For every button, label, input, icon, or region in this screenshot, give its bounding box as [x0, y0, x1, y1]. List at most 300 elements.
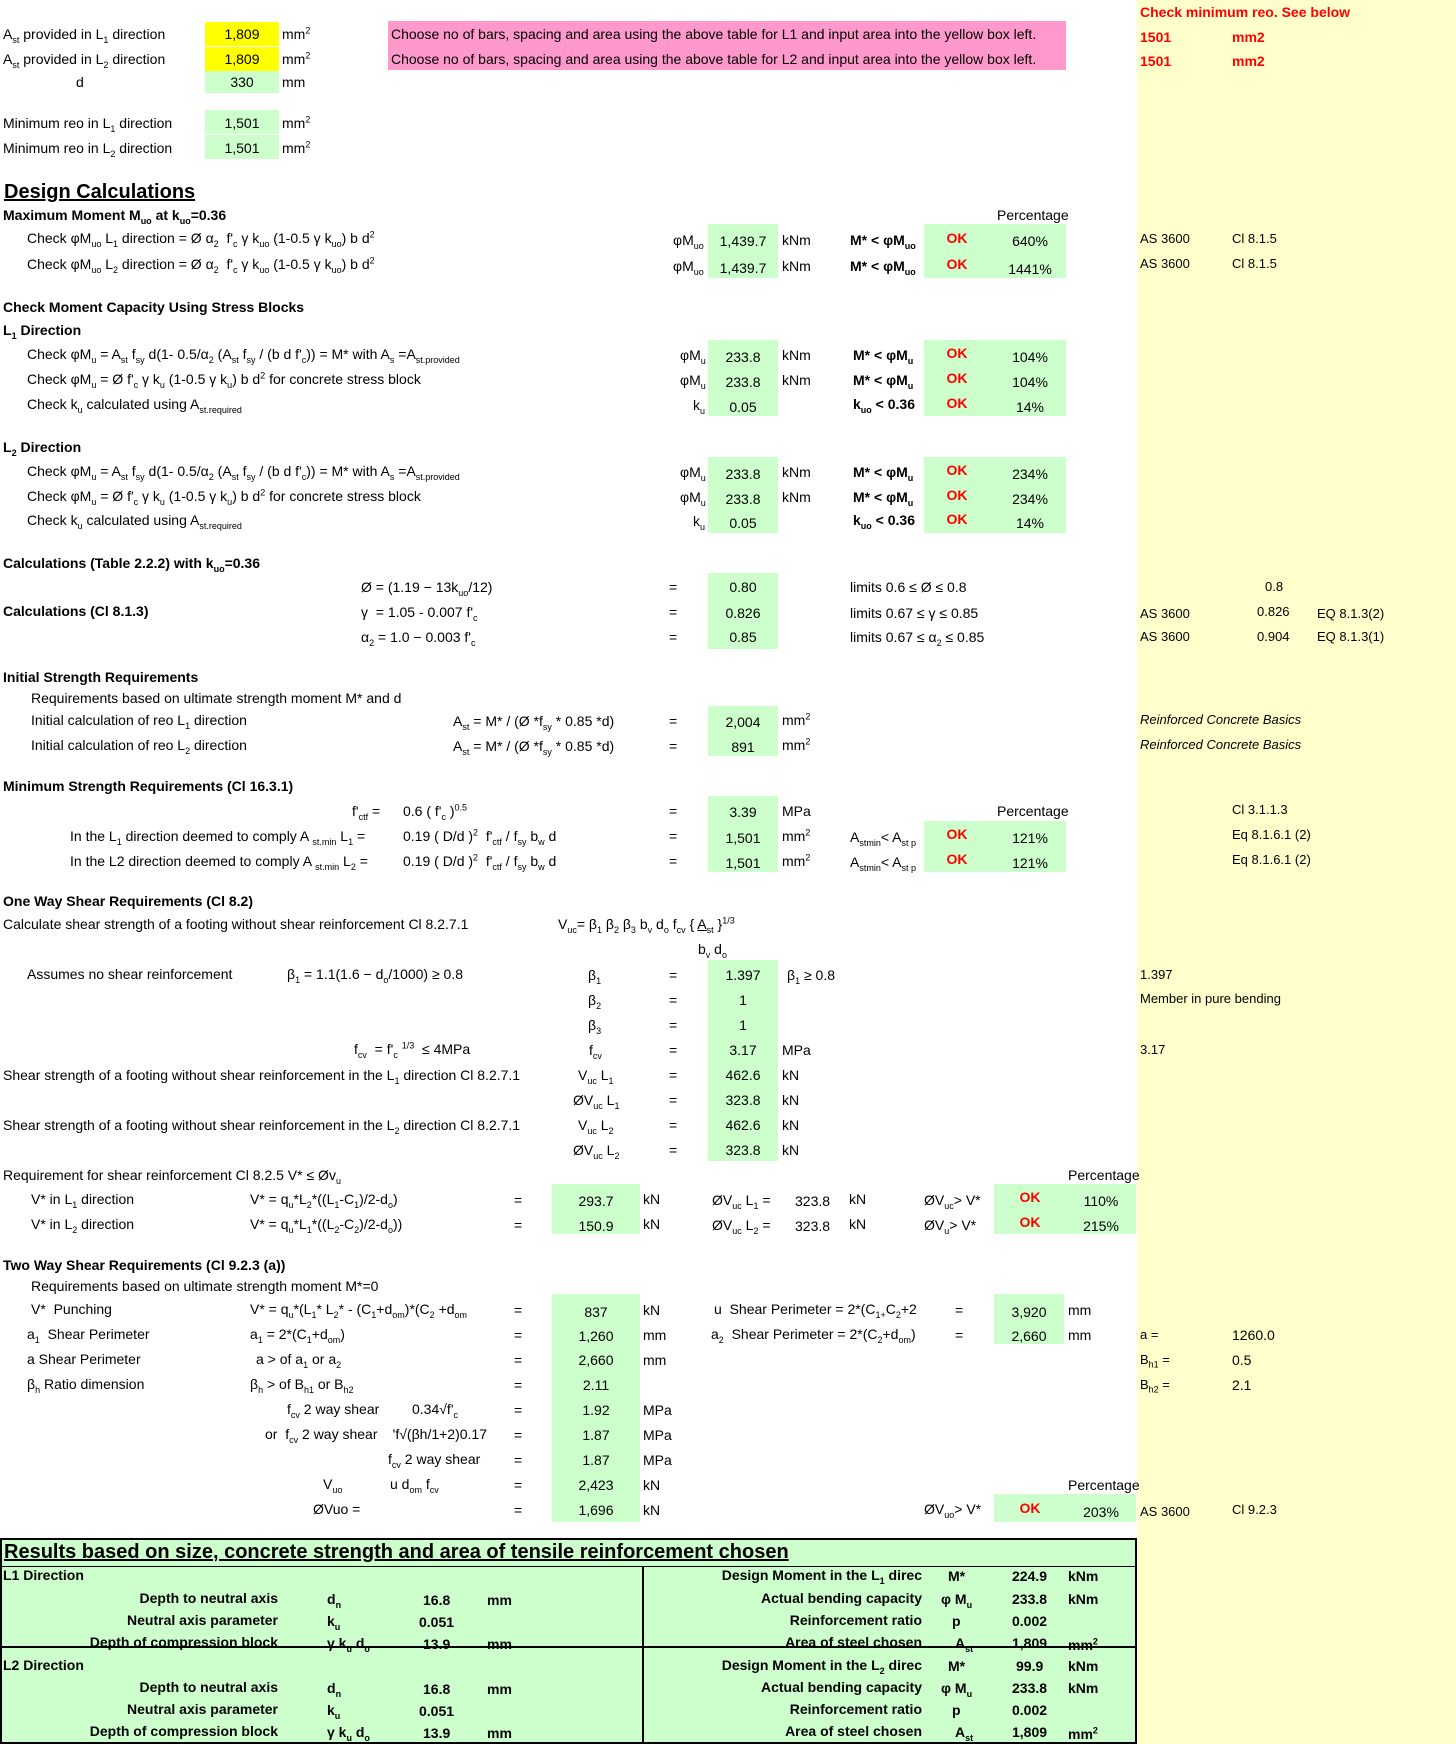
check-ku-label: Check $k_u$ calculated using $A_{st.required}$: [27, 512, 242, 531]
as-label: Area of steel chosen: [785, 1723, 922, 1739]
min-strength-heading: Minimum Strength Requirements (Cl 16.3.1): [3, 778, 294, 794]
bh-label: $\beta_h$ Ratio dimension: [27, 1376, 145, 1395]
percentage-heading: Percentage: [1068, 1477, 1140, 1493]
vuo-value: 2,423: [578, 1477, 614, 1493]
a-value: 2,660: [578, 1352, 614, 1368]
unit-knm: kNm: [782, 372, 811, 388]
min-l1-label: In the $L_1$ direction deemed to comply A $_{st.min}$ $L_1$ =: [70, 828, 366, 847]
dn-label: Depth to neutral axis: [139, 1590, 278, 1606]
unit-kn: kN: [782, 1067, 800, 1083]
dn-value: 16.8: [423, 1681, 451, 1697]
phiv-l2-value: 323.8: [795, 1218, 831, 1234]
ku-value: 0.051: [419, 1614, 455, 1630]
pct: 203%: [1083, 1504, 1119, 1520]
moment-capacity-heading: Check Moment Capacity Using Stress Blocks: [3, 299, 305, 315]
condition-muo: $M* < \varphi M_{uo}$: [850, 232, 916, 251]
vuc-l1-value: 462.6: [725, 1067, 761, 1083]
pct: 215%: [1083, 1218, 1119, 1234]
as-symbol: $A_{st}$: [955, 1724, 974, 1743]
equals: =: [669, 1017, 678, 1033]
unit-mm2: $mm^2$: [282, 50, 311, 67]
f1-value: 1.92: [582, 1402, 610, 1418]
gamma-formula: γ = 1.05 - 0.007 $f'_c$: [361, 604, 478, 623]
gamma-value: 0.826: [725, 605, 761, 621]
vuo-label: $V_{uo}$: [323, 1476, 343, 1495]
ref-cl815: Cl 8.1.5: [1232, 231, 1277, 246]
equals: =: [514, 1377, 523, 1393]
condition-mu: $M* < \varphi M_u$: [853, 372, 914, 391]
pct: 104%: [1012, 349, 1048, 365]
as-value: 1,809: [1012, 1724, 1048, 1740]
equals: =: [669, 1117, 678, 1133]
vstar-l1-label: V* in $L_1$ direction: [31, 1191, 135, 1210]
f1-label: $f_{cv}$ 2 way shear: [287, 1401, 380, 1420]
dm-symbol: M*: [948, 1658, 966, 1674]
unit-mm: mm: [487, 1592, 512, 1608]
phimu-symbol: $\varphi M_u$: [680, 372, 706, 391]
dc-symbol: γ $k_u$ $d_o$: [327, 1724, 370, 1743]
instruction-note-l1: Choose no of bars, spacing and area using the above table for L1 and input area into the yellow box left.: [391, 26, 1037, 42]
abc-symbol: φ $M_u$: [941, 1591, 973, 1610]
ok-badge: OK: [946, 851, 968, 867]
check-min-reo-note: Check minimum reo. See below: [1140, 4, 1351, 20]
rr-symbol: p: [952, 1613, 961, 1629]
dc-label: Depth of compression block: [89, 1634, 278, 1650]
eq-alpha: EQ 8.1.3(1): [1317, 629, 1385, 644]
a-label: a Shear Perimeter: [27, 1351, 141, 1367]
vstar-l2-formula: $V* = q_u*L_1*((L_2-C_2)/2-d_o)$): [250, 1216, 403, 1235]
vuc-denominator: $b_v$ $d_o$: [698, 941, 727, 960]
equals: =: [514, 1352, 523, 1368]
side-alpha: 0.904: [1257, 629, 1290, 644]
rr-value: 0.002: [1012, 1702, 1048, 1718]
ku-symbol: $k_u$: [693, 397, 706, 416]
minreo-l2-value: 1,501: [224, 140, 260, 156]
unit-mm: mm: [643, 1327, 667, 1343]
phivuo-label: ØVuo =: [313, 1501, 361, 1517]
condition-muo: $M* < \varphi M_{uo}$: [850, 258, 916, 277]
cond-vuo: $ØV_{uo}> V*$: [924, 1501, 982, 1520]
initial-formula: $A_{st} = M*$ / (Ø $*f_{sy} * 0.85$ *d): [453, 738, 615, 757]
check-min-value-2: 1501: [1140, 53, 1172, 69]
side-bh1-value: 0.5: [1232, 1352, 1252, 1368]
unit-mpa: MPa: [782, 1042, 811, 1058]
equals: =: [669, 828, 678, 844]
equals: =: [514, 1502, 523, 1518]
unit-knm: kNm: [782, 464, 811, 480]
unit-kn: kN: [782, 1117, 800, 1133]
as-value: 1,809: [1012, 1635, 1048, 1651]
equals: =: [669, 1092, 678, 1108]
a2-value: 2,660: [1011, 1328, 1047, 1344]
condition-mu: $M* < \varphi M_u$: [853, 347, 914, 366]
unit-mm: mm: [643, 1352, 667, 1368]
ref-cl923: Cl 9.2.3: [1232, 1502, 1277, 1517]
unit-kn: kN: [643, 1502, 661, 1518]
vstar-l1-value: 293.7: [578, 1193, 614, 1209]
unit-mm2: $mm^2$: [1068, 1636, 1098, 1653]
ast-l2-input[interactable]: 1,809: [224, 51, 260, 67]
fctf-formula: 0.6 ( $f'_c$ )$^{0.5}$: [403, 802, 468, 822]
instruction-note-l2: Choose no of bars, spacing and area using the above table for L2 and input area into the yellow box left.: [391, 51, 1037, 67]
dc-value: 13.9: [423, 1636, 451, 1652]
unit-kn: kN: [643, 1216, 661, 1232]
initial-strength-heading: Initial Strength Requirements: [3, 669, 199, 685]
unit-kn: kN: [643, 1477, 661, 1493]
phimuo-l2-value: 1,439.7: [719, 260, 767, 276]
cond-astmin: $A_{stmin}< A_{st p}$: [850, 829, 917, 848]
unit-mm: mm: [487, 1681, 512, 1697]
punch-value: 837: [584, 1304, 608, 1320]
equals: =: [955, 1327, 964, 1343]
condition-mu: $M* < \varphi M_u$: [853, 489, 914, 508]
assumes-no-shear: Assumes no shear reinforcement: [27, 966, 233, 982]
unit-mm: mm: [282, 74, 306, 90]
beta3-value: 1: [739, 1017, 747, 1033]
min-l2-label: In the L2 direction deemed to comply A $_{st.min}$ $L_2$ =: [70, 853, 368, 872]
f1-formula: $0.34√f'_c$: [412, 1401, 458, 1420]
bh-value: 2.11: [582, 1377, 610, 1393]
alpha-formula: $\alpha_2 = 1.0 - 0.003$ $f'_c$: [361, 629, 476, 648]
ok-badge: OK: [946, 487, 968, 503]
equals: =: [669, 803, 678, 819]
dn-value: 16.8: [423, 1592, 451, 1608]
pct: 104%: [1012, 374, 1048, 390]
phivuc-l1-value: 323.8: [725, 1092, 761, 1108]
ku-symbol: $k_u$: [327, 1702, 341, 1721]
unit-kn: kN: [643, 1302, 661, 1318]
unit-knm: kNm: [1068, 1591, 1099, 1607]
ok-badge: OK: [946, 230, 968, 246]
phimu-symbol: $\varphi M_u$: [680, 347, 706, 366]
unit-mm2: $mm^2$: [782, 711, 811, 728]
pct: 14%: [1015, 515, 1045, 531]
rr-label: Reinforcement ratio: [789, 1612, 922, 1628]
ok-badge: OK: [946, 345, 968, 361]
ast-l1-label: $A_{st}$ provided in $L_1$ direction: [3, 26, 166, 45]
phimu-l2-value: 233.8: [725, 466, 761, 482]
u-value: 3,920: [1011, 1304, 1047, 1320]
dn-symbol: $d_n$: [327, 1591, 342, 1610]
phimu-symbol: $\varphi M_u$: [680, 464, 706, 483]
unit-kn: kN: [849, 1216, 867, 1232]
equals: =: [514, 1452, 523, 1468]
ok-badge: OK: [946, 395, 968, 411]
twoway-shear-sub: Requirements based on ultimate strength moment M*=0: [31, 1278, 379, 1294]
minreo-l1-label: Minimum reo in $L_1$ direction: [3, 115, 173, 134]
phimu-l1-value: 233.8: [725, 349, 761, 365]
ok-badge: OK: [1019, 1189, 1041, 1205]
beta1-formula: $\beta_1 = 1.1(1.6 - d_o/1000) \ge 0.8$: [287, 966, 464, 985]
cond-vuc: $ØV_{uc}> V*$: [924, 1192, 981, 1211]
cond-astmin: $A_{stmin}< A_{st p}$: [850, 854, 917, 873]
phivuc-l1-symbol: $ØV_{uc}$ $L_1$: [573, 1092, 620, 1111]
oneway-shear-heading: One Way Shear Requirements (Cl 8.2): [3, 893, 253, 909]
bh-formula: $\beta_h$ > of $B_{h1}$ or $B_{h2}$: [250, 1376, 354, 1395]
equals: =: [669, 738, 678, 754]
ok-badge: OK: [946, 256, 968, 272]
f2-value: 1.87: [582, 1427, 610, 1443]
ku-label: Neutral axis parameter: [127, 1701, 278, 1717]
f3-label: $f_{cv}$ 2 way shear: [388, 1451, 481, 1470]
percentage-heading: Percentage: [997, 803, 1069, 819]
vuc-l2-value: 462.6: [725, 1117, 761, 1133]
phiv-l1-value: 323.8: [795, 1193, 831, 1209]
beta2-symbol: $\beta_2$: [588, 992, 602, 1011]
phi-value: 0.80: [729, 579, 757, 595]
phimu-symbol: $\varphi M_u$: [680, 489, 706, 508]
unit-mm: mm: [1068, 1327, 1092, 1343]
gamma-limits: limits 0.67 ≤ γ ≤ 0.85: [850, 605, 979, 621]
phivuc-l1-label: $ØV_{uc}$ $L_1$ =: [712, 1192, 771, 1211]
equals: =: [669, 992, 678, 1008]
unit-knm: kNm: [1068, 1658, 1099, 1674]
beta1-symbol: $\beta_1$: [588, 967, 602, 986]
unit-knm: kNm: [782, 347, 811, 363]
pct: 110%: [1083, 1193, 1119, 1209]
a2-perimeter-label: $a_2$ Shear Perimeter = $2*(C_2+d_{om})$: [711, 1326, 916, 1345]
equals: =: [669, 967, 678, 983]
unit-kn: kN: [643, 1191, 661, 1207]
rr-value: 0.002: [1012, 1613, 1048, 1629]
percentage-heading: Percentage: [1068, 1167, 1140, 1183]
dm-l2-value: 99.9: [1016, 1658, 1044, 1674]
ok-badge: OK: [946, 462, 968, 478]
side-fcv: 3.17: [1140, 1042, 1166, 1057]
ok-badge: OK: [946, 370, 968, 386]
equals: =: [669, 853, 678, 869]
initial-l2-value: 891: [731, 739, 755, 755]
check-min-unit-2: mm2: [1232, 53, 1265, 69]
ku-value: 0.051: [419, 1703, 455, 1719]
vuo-formula: u $d_{om}$ $f_{cv}$: [390, 1476, 439, 1495]
pct: 234%: [1012, 491, 1048, 507]
dc-label: Depth of compression block: [89, 1723, 278, 1739]
a1-value: 1,260: [578, 1328, 614, 1344]
abc-symbol: φ $M_u$: [941, 1680, 973, 1699]
initial-strength-sub: Requirements based on ultimate strength moment M* and d: [31, 690, 402, 706]
side-pure-bending: Member in pure bending: [1140, 991, 1281, 1006]
unit-mm2: $mm^2$: [282, 139, 311, 156]
check-ku-label: Check $k_u$ calculated using $A_{st.required}$: [27, 396, 242, 415]
unit-kn: kN: [782, 1092, 800, 1108]
punching-label: V* Punching: [31, 1301, 112, 1317]
condition-mu: $M* < \varphi M_u$: [853, 464, 914, 483]
unit-mpa: MPa: [643, 1427, 672, 1443]
equals: =: [669, 579, 678, 595]
fcv-symbol: $f_{cv}$: [589, 1042, 602, 1061]
phimuo-symbol: $\varphi M_{uo}$: [673, 258, 704, 277]
results-title: Results based on size, concrete strength and area of tensile reinforcement chosen: [4, 1541, 789, 1563]
unit-knm: kNm: [782, 489, 811, 505]
a1-formula: $a_1 = 2*(C_1+d_{om})$: [250, 1326, 345, 1345]
condition-kuo: $k_{uo} < 0.36$: [853, 396, 915, 415]
fcv-formula: $f_{cv} = f'_c$ $^{1/3}$ ≤ 4MPa: [354, 1040, 471, 1060]
alpha-value: 0.85: [729, 629, 757, 645]
check-mu-formula-1: Check $\varphi M_u = A_{st}$ $f_{sy}$ d(1- $0.5/\alpha_2$ ($A_{st}$ $f_{sy} / (b$ d $f'_c)) = M*$ with $A_s =A_{st.provided}$: [27, 463, 460, 482]
beta1-condition: $\beta_1 \ge 0.8$: [787, 967, 836, 986]
ref-as3600: AS 3600: [1140, 606, 1190, 621]
unit-mm: mm: [487, 1725, 512, 1741]
f2-formula: 0.17(1+2/βh)√f': [392, 1426, 487, 1442]
equals: =: [669, 1042, 678, 1058]
dc-symbol: γ $k_u$ $d_o$: [327, 1635, 370, 1654]
initial-l1-value: 2,004: [725, 714, 761, 730]
f2-label: or $f_{cv}$ 2 way shear: [265, 1426, 378, 1445]
abc-value: 233.8: [1012, 1591, 1048, 1607]
side-gamma: 0.826: [1257, 604, 1290, 619]
ast-l1-input[interactable]: 1,809: [224, 26, 260, 42]
phivuo-value: 1,696: [578, 1502, 614, 1518]
initial-l2-label: Initial calculation of reo $L_2$ direction: [31, 737, 247, 756]
shear-req-heading: Requirement for shear reinforcement Cl 8.2.5 $V* \le Øv_u$: [3, 1167, 341, 1186]
dm-symbol: M*: [948, 1568, 966, 1584]
shear-l1-label: Shear strength of a footing without shear reinforcement in the $L_1$ direction Cl 8.2.7.1: [3, 1067, 521, 1086]
alpha-limits: limits $0.67 \le \alpha_2 \le 0.85$: [850, 629, 985, 648]
eq-gamma: EQ 8.1.3(2): [1317, 606, 1385, 621]
phimuo-symbol: $\varphi M_{uo}$: [673, 232, 704, 251]
u-perimeter-label: u Shear Perimeter = $2*(C_{1+}C_2+2$: [714, 1301, 917, 1320]
as-symbol: $A_{st}$: [955, 1635, 974, 1654]
check-mu-formula-2: Check $\varphi M_u$ = Ø $f'_c$ γ $k_u$ (1-0.5 γ $k_u$) b $d^2$ for concrete stress block: [27, 370, 421, 390]
dm-l1-label: Design Moment in the $L_1$ direc: [721, 1567, 922, 1586]
unit-mm2: $mm^2$: [282, 25, 311, 42]
l1-direction-heading: $L_1$ Direction: [3, 322, 82, 341]
phi-formula: Ø = $(1.19 - 13k_{uo}/12)$: [361, 579, 493, 598]
equals: =: [669, 713, 678, 729]
a-formula: a > of $a_1$ or $a_2$: [256, 1351, 342, 1370]
unit-mpa: MPa: [782, 803, 811, 819]
side-a-label: a =: [1140, 1327, 1159, 1342]
equals: =: [514, 1302, 523, 1318]
check-phimuo-l2-label: Check $\varphi M_{uo}$ $L_2$ direction = Ø $\alpha_2$ $f'_c$ γ $k_{uo}$ (1-0.5 γ $k_{uo}$) b $d^2$: [27, 255, 375, 275]
ku-l1-value: 0.05: [729, 399, 757, 415]
equals: =: [514, 1327, 523, 1343]
min-formula: 0.19 ( D/d )$^2$ $f'_{ctf} / f_{sy}$ $b_w$ d: [403, 827, 557, 847]
d-label: d: [76, 74, 84, 90]
ref-rc-basics: Reinforced Concrete Basics: [1140, 737, 1302, 752]
unit-knm: kNm: [1068, 1568, 1099, 1584]
dc-value: 13.9: [423, 1725, 451, 1741]
vstar-l2-label: V* in $L_2$ direction: [31, 1216, 135, 1235]
unit-knm: kNm: [1068, 1680, 1099, 1696]
punching-formula: $V* = q_u*(L_1*$ $L_2* - (C_1+d_{om})*(C_2 +d_{om}$: [250, 1301, 468, 1320]
phivuc-l2-value: 323.8: [725, 1142, 761, 1158]
pct-l1: 640%: [1012, 233, 1048, 249]
rr-label: Reinforcement ratio: [789, 1701, 922, 1717]
percentage-heading: Percentage: [997, 207, 1069, 223]
check-phimuo-l1-label: Check $\varphi M_{uo}$ $L_1$ direction = Ø $\alpha_2$ $f'_c$ γ $k_{uo}$ (1-0.5 γ $k_{uo}$) b $d^2$: [27, 229, 375, 249]
pct: 121%: [1012, 855, 1048, 871]
minreo-l1-value: 1,501: [224, 115, 260, 131]
unit-mm2: $mm^2$: [1068, 1725, 1098, 1742]
unit-mpa: MPa: [643, 1402, 672, 1418]
ku-symbol: $k_u$: [327, 1613, 341, 1632]
equals: =: [669, 629, 678, 645]
equals: =: [514, 1217, 523, 1233]
phivuc-l2-label: $ØV_{uc}$ $L_2$ =: [712, 1217, 771, 1236]
equals: =: [669, 604, 678, 620]
pct: 14%: [1015, 399, 1045, 415]
abc-label: Actual bending capacity: [760, 1679, 922, 1695]
pct: 121%: [1012, 830, 1048, 846]
pct-l2: 1441%: [1008, 261, 1052, 277]
unit-mm: mm: [1068, 1302, 1092, 1318]
results-l2-heading: L2 Direction: [3, 1657, 84, 1673]
ref-eq8161: Eq 8.1.6.1 (2): [1232, 852, 1311, 867]
fctf-label: $f'_{ctf}$ =: [352, 803, 381, 822]
equals: =: [514, 1477, 523, 1493]
abc-label: Actual bending capacity: [760, 1590, 922, 1606]
initial-l1-label: Initial calculation of reo $L_1$ direction: [31, 712, 247, 731]
ok-badge: OK: [946, 826, 968, 842]
equals: =: [514, 1427, 523, 1443]
side-phi: 0.8: [1265, 579, 1284, 594]
phi-limits: limits 0.6 ≤ Ø ≤ 0.8: [850, 579, 967, 595]
unit-mm2: $mm^2$: [782, 852, 811, 869]
unit-mm2: $mm^2$: [282, 114, 311, 131]
rr-symbol: p: [952, 1702, 961, 1718]
as-label: Area of steel chosen: [785, 1634, 922, 1650]
phimu-l1-value: 233.8: [725, 374, 761, 390]
equals: =: [669, 1067, 678, 1083]
max-moment-heading: Maximum Moment $M_{uo}$ at $k_{uo}=0.36$: [3, 207, 227, 226]
ku-symbol: $k_u$: [693, 513, 706, 532]
vstar-l1-formula: $V* = q_u*L_2*((L_1-C_1)/2-d_o)$: [250, 1191, 398, 1210]
d-value: 330: [230, 74, 254, 90]
ref-as3600: AS 3600: [1140, 629, 1190, 644]
vuc-l1-symbol: $V_{uc}$ $L_1$: [578, 1067, 614, 1086]
fcv-value: 3.17: [729, 1042, 757, 1058]
vuc-formula: $V_{uc}= \beta_1$ $\beta_2$ $\beta_3$ $b_v$ $d_o$ $f_{cv}$ { $A_{st}$ }$^{1/3}$: [558, 915, 735, 935]
unit-knm: kNm: [782, 258, 811, 274]
vuc-l2-symbol: $V_{uc}$ $L_2$: [578, 1117, 614, 1136]
f3-value: 1.87: [582, 1452, 610, 1468]
phivuc-l2-symbol: $ØV_{uc}$ $L_2$: [573, 1142, 620, 1161]
unit-mm: mm: [487, 1636, 512, 1652]
vstar-l2-value: 150.9: [578, 1218, 614, 1234]
equals: =: [669, 1142, 678, 1158]
side-bh2-value: 2.1: [1232, 1377, 1252, 1393]
dm-l2-label: Design Moment in the $L_2$ direc: [721, 1657, 922, 1676]
ast-l2-label: $A_{st}$ provided in $L_2$ direction: [3, 51, 166, 70]
cl813-heading: Calculations (Cl 8.1.3): [3, 603, 149, 619]
fctf-value: 3.39: [729, 804, 757, 820]
ref-as3600: AS 3600: [1140, 1504, 1190, 1519]
dm-l1-value: 224.9: [1012, 1568, 1048, 1584]
side-bh1-label: $B_{h1}$ =: [1140, 1352, 1170, 1370]
dn-label: Depth to neutral axis: [139, 1679, 278, 1695]
check-min-value-1: 1501: [1140, 29, 1172, 45]
equals: =: [955, 1302, 964, 1318]
unit-mm2: $mm^2$: [782, 827, 811, 844]
min-formula: 0.19 ( D/d )$^2$ $f'_{ctf} / f_{sy}$ $b_w$ d: [403, 852, 557, 872]
min-l1-value: 1,501: [725, 830, 761, 846]
l2-direction-heading: $L_2$ Direction: [3, 439, 82, 458]
abc-value: 233.8: [1012, 1680, 1048, 1696]
check-mu-formula-2: Check $\varphi M_u$ = Ø $f'_c$ γ $k_u$ (1-0.5 γ $k_u$) b $d^2$ for concrete stress block: [27, 487, 421, 507]
twoway-shear-heading: Two Way Shear Requirements (Cl 9.2.3 (a)): [3, 1257, 286, 1273]
unit-kn: kN: [782, 1142, 800, 1158]
oneway-shear-sub: Calculate shear strength of a footing without shear reinforcement Cl 8.2.7.1: [3, 916, 469, 932]
a1-label: $a_1$ Shear Perimeter: [27, 1326, 150, 1345]
phimuo-l1-value: 1,439.7: [719, 233, 767, 249]
unit-mm2: $mm^2$: [782, 736, 811, 753]
results-l1-heading: L1 Direction: [3, 1567, 84, 1583]
cond-vu: $ØV_u> V*$: [924, 1217, 977, 1236]
side-bh2-label: $B_{h2}$ =: [1140, 1377, 1170, 1395]
initial-formula: $A_{st} = M*$ / (Ø $*f_{sy} * 0.85$ *d): [453, 713, 615, 732]
